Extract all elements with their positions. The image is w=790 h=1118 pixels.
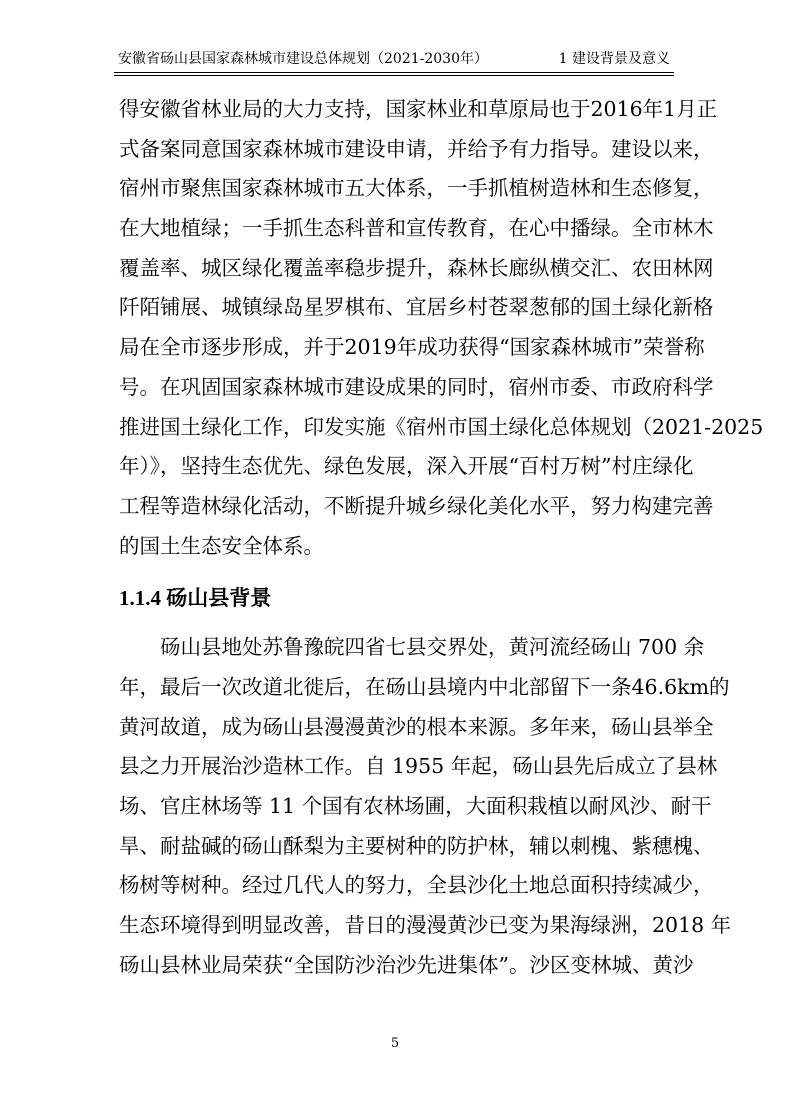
header-document-title: 安徽省砀山县国家森林城市建设总体规划（2021-2030年） [118,51,488,67]
header-rule [114,75,674,76]
text-line: 旱、耐盐碱的砀山酥梨为主要树种的防护林，辅以刺槐、紫穗槐、 [119,833,714,858]
text-line: 的国土生态安全体系。 [119,533,324,558]
text-line: 号。在巩固国家森林城市建设成果的同时，宿州市委、市政府科学 [119,374,714,399]
paragraph-1 [119,90,764,566]
text-line: 在大地植绿；一手抓生态科普和宣传教育，在心中播绿。全市林木 [119,216,714,241]
text-line: 场、官庄林场等 11 个国有农林场圃，大面积栽植以耐风沙、耐干 [119,794,712,818]
text-line: 覆盖率、城区绿化覆盖率稳步提升，森林长廊纵横交汇、农田林网 [119,255,714,280]
body-text [119,90,764,985]
text-line: 工程等造林绿化活动，不断提升城乡绿化美化水平，努力构建完善 [119,493,714,518]
text-line: 砀山县地处苏鲁豫皖四省七县交界处，黄河流经砀山 700 余 [160,635,705,660]
page-number: 5 [390,1036,400,1051]
text-line: 局在全市逐步形成，并于2019年成功获得“国家森林城市”荣誉称 [119,335,705,360]
text-line: 县之力开展治沙造林工作。自 1955 年起，砀山县先后成立了县林 [119,754,718,779]
text-line: 推进国土绿化工作，印发实施《宿州市国土绿化总体规划（2021-2025 [119,414,764,439]
text-line: 年）》，坚持生态优先、绿色发展，深入开展“百村万树”村庄绿化 [119,454,694,479]
text-line: 生态环境得到明显改善，昔日的漫漫黄沙已变为果海绿洲，2018 年 [119,913,732,938]
running-header [114,48,674,73]
paragraph-2 [119,628,732,985]
section-heading: 1.1.4 砀山县背景 [119,586,272,611]
text-line: 杨树等树种。经过几代人的努力，全县沙化土地总面积持续减少， [119,873,714,898]
text-line: 宿州市聚焦国家森林城市五大体系，一手抓植树造林和生态修复， [119,176,714,201]
text-line: 黄河故道，成为砀山县漫漫黄沙的根本来源。多年来，砀山县举全 [119,714,714,739]
text-line: 式备案同意国家森林城市建设申请，并给予有力指导。建设以来， [119,136,714,161]
text-line: 砀山县林业局荣获“全国防沙治沙先进集体”。沙区变林城、黄沙 [119,952,694,977]
text-line: 年，最后一次改道北徙后，在砀山县境内中北部留下一条46.6km的 [119,674,730,699]
text-line: 得安徽省林业局的大力支持，国家林业和草原局也于2016年1月正 [119,97,718,121]
header-chapter-title: 1 建设背景及意义 [558,51,670,67]
text-line: 阡陌铺展、城镇绿岛星罗棋布、宜居乡村苍翠葱郁的国土绿化新格 [119,295,714,320]
